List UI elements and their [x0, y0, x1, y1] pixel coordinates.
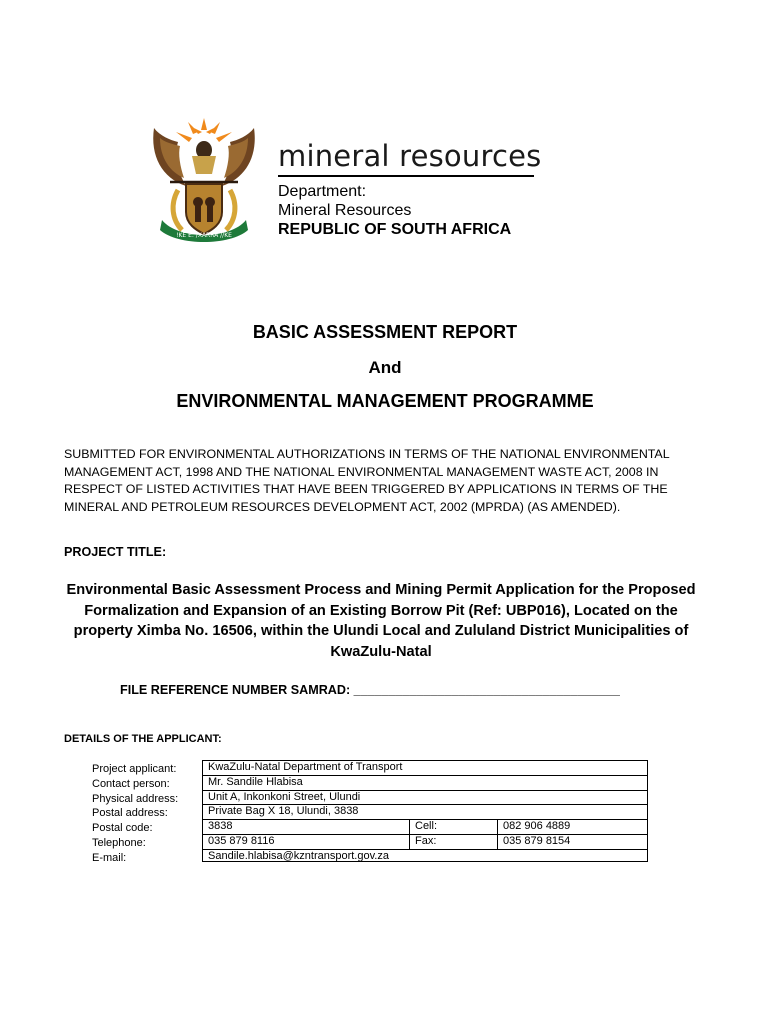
report-title-conjunction: And — [368, 358, 402, 377]
table-row — [203, 791, 647, 806]
department-label: Department: — [278, 183, 367, 200]
table-row — [203, 850, 647, 865]
value-email: Sandile.hlabisa@kzntransport.gov.za — [208, 849, 389, 862]
file-reference-number: FILE REFERENCE NUMBER SAMRAD: ______________________________________ — [120, 683, 620, 697]
wordmark — [278, 140, 540, 239]
value-postal-address: Private Bag X 18, Ulundi, 3838 — [208, 805, 359, 818]
report-title: BASIC ASSESSMENT REPORT — [252, 322, 518, 342]
country-label: REPUBLIC OF SOUTH AFRICA — [278, 221, 512, 238]
project-title-label: PROJECT TITLE: — [64, 545, 167, 559]
value-physical-address: Unit A, Inkonkoni Street, Ulundi — [208, 790, 361, 803]
brand-divider — [278, 175, 534, 177]
applicant-labels — [92, 762, 178, 866]
table-row — [203, 776, 647, 791]
label-contact-person: Contact person: — [92, 777, 170, 790]
project-title: Environmental Basic Assessment Process and Mining Permit Application for the Proposed Formalization and Expansion of an Existing Borrow Pit (Ref: UBP016), Located on the property Ximba No. 16506, within the Ulundi Local and Zululand District Municipalities of KwaZulu-Natal — [66, 582, 696, 660]
header-logo — [148, 116, 548, 246]
label-email: E-mail: — [92, 851, 127, 864]
label-postal-code: Postal code: — [92, 822, 153, 835]
brand-name: mineral resources — [278, 139, 542, 173]
table-row — [203, 805, 647, 820]
report-subtitle: ENVIRONMENTAL MANAGEMENT PROGRAMME — [176, 391, 594, 411]
ministry-label: Mineral Resources — [278, 202, 412, 219]
applicant-details-table — [202, 760, 648, 862]
label-telephone: Telephone: — [92, 836, 146, 849]
value-project-applicant: KwaZulu-Natal Department of Transport — [208, 761, 403, 773]
fax-label: Fax: — [409, 835, 497, 849]
cell-label: Cell: — [409, 820, 497, 834]
label-physical-address: Physical address: — [92, 792, 179, 805]
table-row — [203, 835, 647, 850]
label-postal-address: Postal address: — [92, 807, 168, 820]
value-fax: 035 879 8154 — [497, 835, 647, 849]
submission-statement: SUBMITTED FOR ENVIRONMENTAL AUTHORIZATIONS IN TERMS OF THE NATIONAL ENVIRONMENTAL MANAGEMENT ACT, 1998 AND THE NATIONAL ENVIRONMENTAL MANAGEMENT WASTE ACT, 2008 IN RESPECT OF LISTED ACTIVITIES THAT HAVE BEEN TRIGGERED BY APPLICATIONS IN TERMS OF THE MINERAL AND PETROLEUM RESOURCES DEVELOPMENT ACT, 2002 (MPRDA) (AS AMENDED). — [64, 447, 670, 514]
applicant-details-heading: DETAILS OF THE APPLICANT: — [64, 733, 222, 745]
value-telephone: 035 879 8116 — [208, 835, 275, 847]
value-postal-code: 3838 — [208, 820, 233, 833]
coat-of-arms-icon — [148, 116, 260, 244]
value-cell: 082 906 4889 — [497, 820, 647, 834]
value-contact-person: Mr. Sandile Hlabisa — [208, 775, 303, 788]
table-row — [203, 820, 647, 835]
table-row — [203, 761, 647, 776]
label-project-applicant: Project applicant: — [92, 763, 177, 775]
coat-motto: !KE E: /XARRA //KE — [176, 232, 232, 239]
